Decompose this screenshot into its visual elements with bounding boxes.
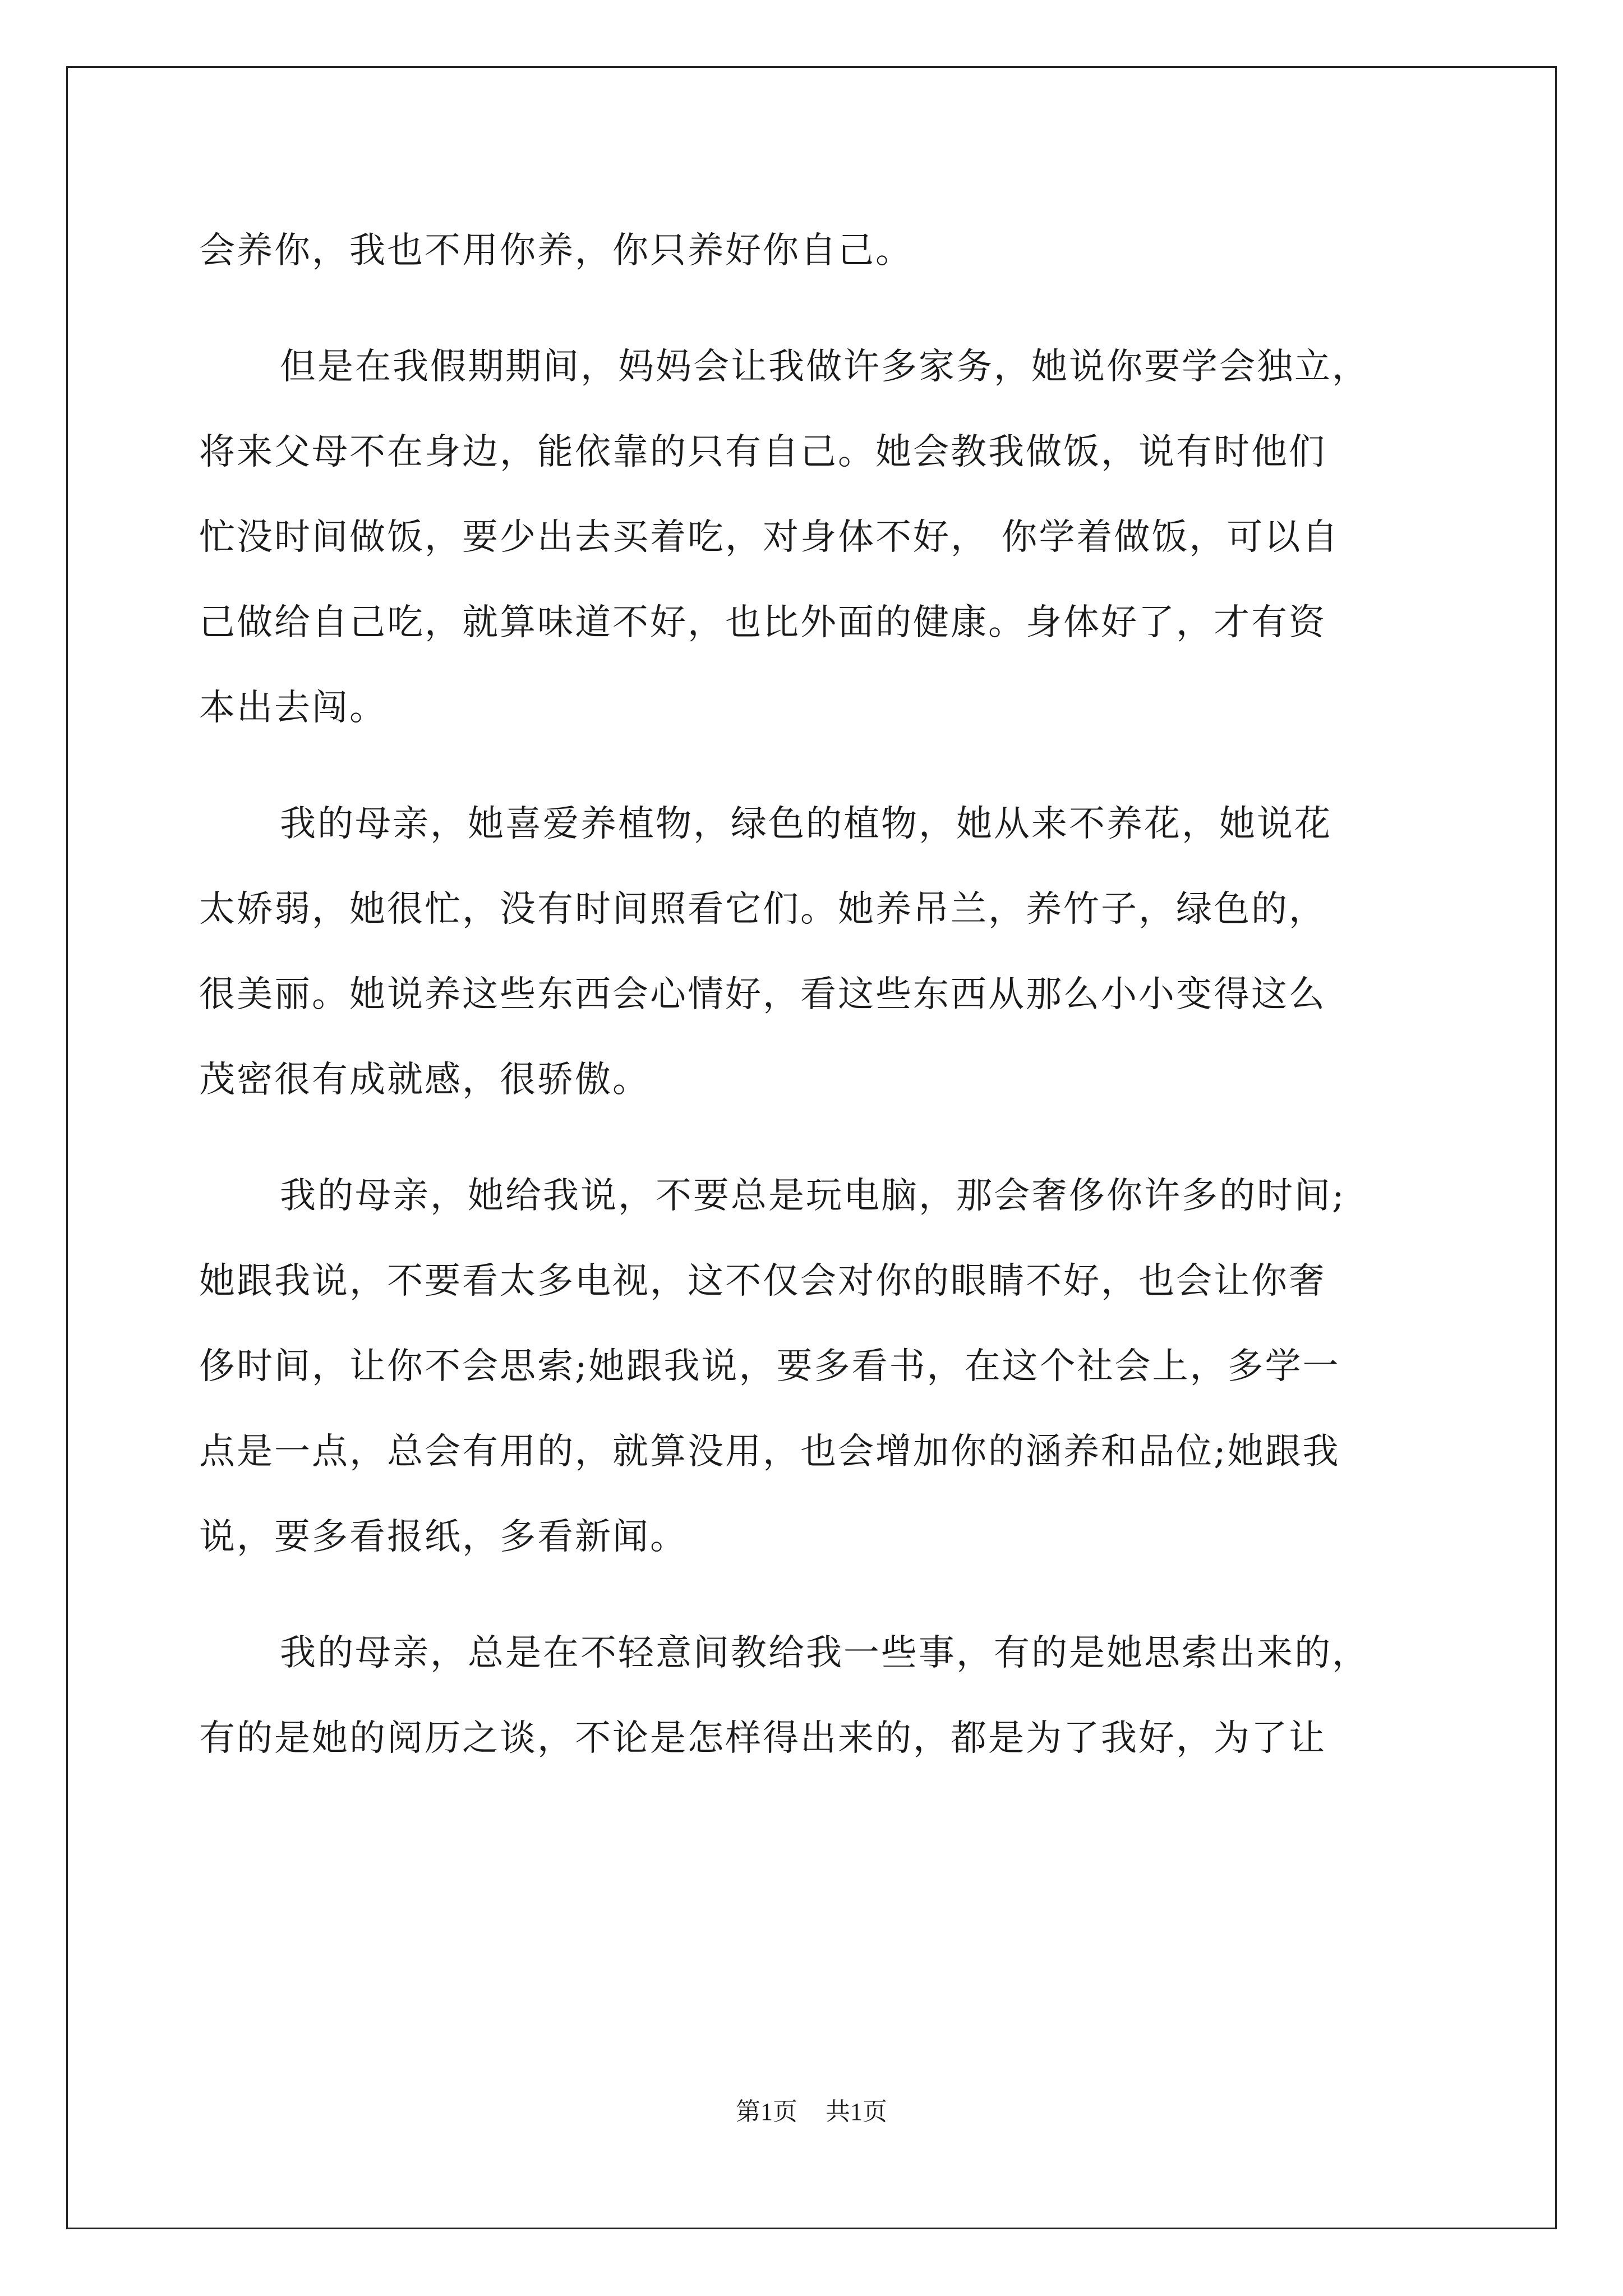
text-line: 说，要多看报纸，多看新闻。 xyxy=(199,1516,688,1558)
page-total: 共1页 xyxy=(826,2098,887,2125)
text-line: 她跟我说，不要看太多电视，这不仅会对你的眼睛不好，也会让你奢 xyxy=(199,1260,1326,1302)
text-line: 己做给自己吃，就算味道不好，也比外面的健康。身体好了，才有资 xyxy=(199,602,1326,643)
text-line: 会养你，我也不用你养，你只养好你自己。 xyxy=(199,230,913,272)
text-line: 将来父母不在身边，能依靠的只有自己。她会教我做饭，说有时他们 xyxy=(199,431,1326,473)
document-body xyxy=(199,208,1425,1781)
text-line: 茂密很有成就感，很骄傲。 xyxy=(199,1059,650,1101)
paragraph-start-line: 我的母亲，她喜爱养植物，绿色的植物，她从来不养花，她说花 xyxy=(280,803,1332,845)
text-line: 忙没时间做饭，要少出去买着吃，对身体不好， 你学着做饭，可以自 xyxy=(199,517,1340,558)
text-line: 本出去闯。 xyxy=(199,687,387,729)
text-line: 很美丽。她说养这些东西会心情好，看这些东西从那么小小变得这么 xyxy=(199,974,1326,1015)
text-line: 有的是她的阅历之谈，不论是怎样得出来的，都是为了我好，为了让 xyxy=(199,1718,1326,1759)
page-number: 第1页 xyxy=(736,2098,797,2125)
text-line: 侈时间，让你不会思索;她跟我说，要多看书，在这个社会上，多学一 xyxy=(199,1346,1340,1387)
paragraph-start-line: 我的母亲，她给我说，不要总是玩电脑，那会奢侈你许多的时间; xyxy=(280,1175,1346,1217)
page-footer xyxy=(0,2095,1623,2129)
paragraph-start-line: 但是在我假期期间，妈妈会让我做许多家务，她说你要学会独立， xyxy=(280,346,1370,388)
text-line: 点是一点，总会有用的，就算没用，也会增加你的涵养和品位;她跟我 xyxy=(199,1431,1340,1473)
text-line: 太娇弱，她很忙，没有时间照看它们。她养吊兰，养竹子，绿色的， xyxy=(199,889,1326,930)
paragraph-start-line: 我的母亲，总是在不轻意间教给我一些事，有的是她思索出来的， xyxy=(280,1632,1370,1674)
